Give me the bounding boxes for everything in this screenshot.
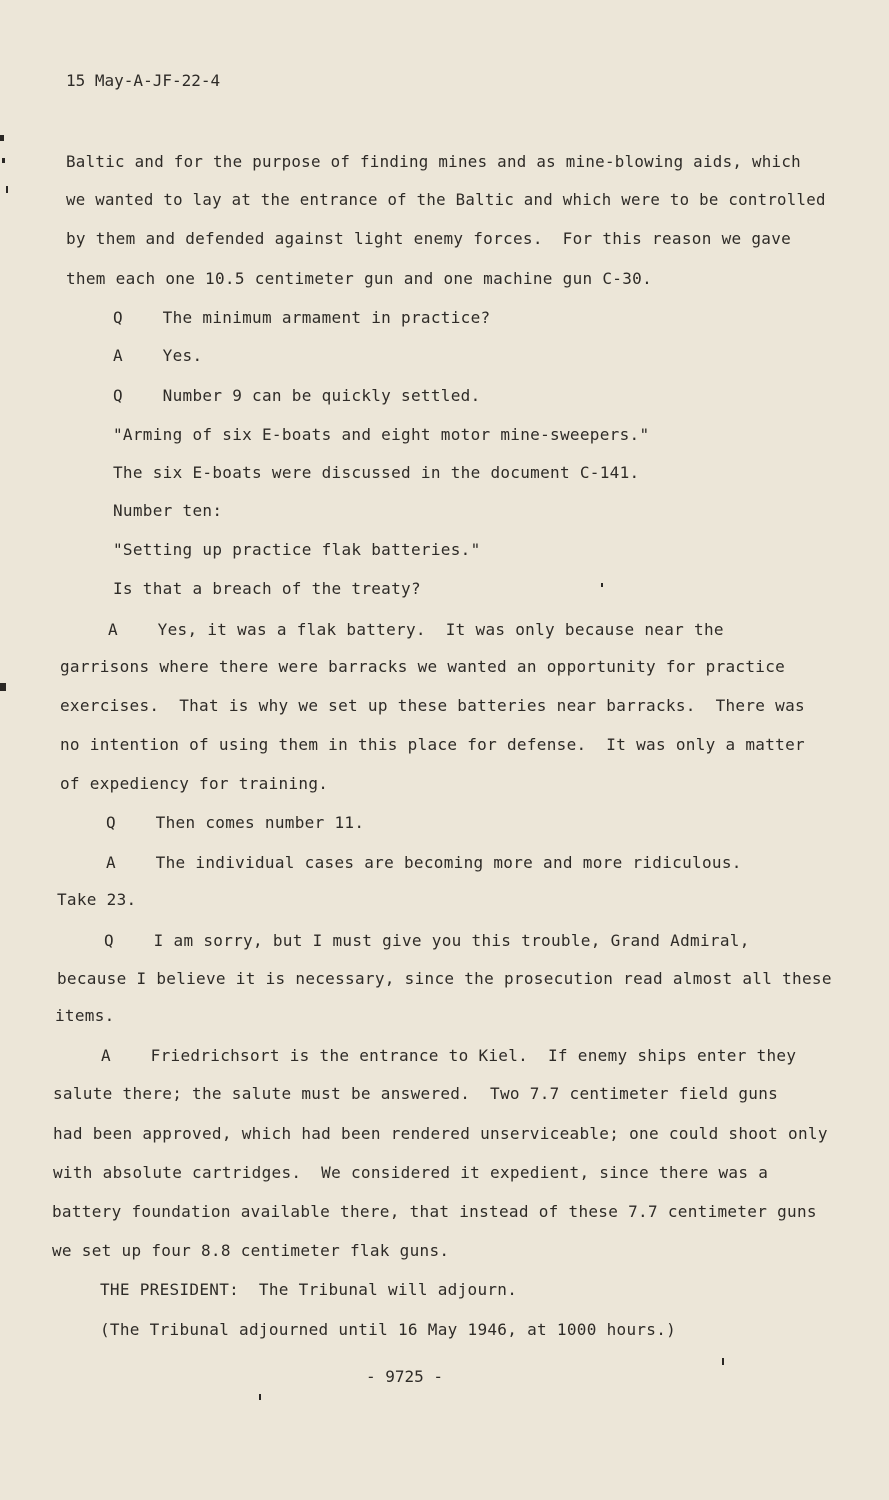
text-line: Q Number 9 can be quickly settled. — [113, 386, 481, 405]
text-line: items. — [55, 1006, 115, 1025]
text-line: by them and defended against light enemy forces. For this reason we gave — [66, 229, 792, 248]
text-line: because I believe it is necessary, since the prosecution read almost all these — [57, 969, 832, 988]
text-line: battery foundation available there, that instead of these 7.7 centimeter guns — [52, 1202, 817, 1221]
ink-speck — [601, 583, 603, 587]
ink-speck — [722, 1358, 724, 1365]
text-line: we set up four 8.8 centimeter flak guns. — [52, 1241, 450, 1260]
margin-mark — [6, 186, 8, 193]
text-line: "Arming of six E-boats and eight motor mine-sweepers." — [113, 425, 650, 444]
text-line: Q I am sorry, but I must give you this trouble, Grand Admiral, — [104, 931, 750, 950]
margin-mark — [0, 135, 4, 141]
text-line: with absolute cartridges. We considered it expedient, since there was a — [53, 1163, 769, 1182]
text-line: garrisons where there were barracks we wanted an opportunity for practice — [60, 657, 786, 676]
text-line: A Friedrichsort is the entrance to Kiel. If enemy ships enter they — [101, 1046, 797, 1065]
text-line: Q Then comes number 11. — [106, 813, 365, 832]
text-line: Q The minimum armament in practice? — [113, 308, 491, 327]
text-line: (The Tribunal adjourned until 16 May 1946, at 1000 hours.) — [100, 1320, 677, 1339]
text-line: THE PRESIDENT: The Tribunal will adjourn. — [100, 1280, 518, 1299]
margin-mark — [0, 683, 6, 691]
document-reference: 15 May-A-JF-22-4 — [66, 71, 221, 90]
text-line: Take 23. — [57, 890, 137, 909]
text-line: had been approved, which had been rendered unserviceable; one could shoot only — [53, 1124, 828, 1143]
text-line: salute there; the salute must be answered. Two 7.7 centimeter field guns — [53, 1084, 779, 1103]
text-line: The six E-boats were discussed in the document C-141. — [113, 463, 640, 482]
text-line: we wanted to lay at the entrance of the Baltic and which were to be controlled — [66, 190, 826, 209]
text-line: Baltic and for the purpose of finding mines and as mine-blowing aids, which — [66, 152, 801, 171]
text-line: exercises. That is why we set up these batteries near barracks. There was — [60, 696, 805, 715]
text-line: Is that a breach of the treaty? — [113, 579, 421, 598]
text-line: no intention of using them in this place for defense. It was only a matter — [60, 735, 805, 754]
text-line: A Yes. — [113, 346, 203, 365]
text-line: A Yes, it was a flak battery. It was only because near the — [108, 620, 724, 639]
page-number: - 9725 - — [366, 1367, 444, 1386]
text-line: them each one 10.5 centimeter gun and one machine gun C-30. — [66, 269, 653, 288]
text-line: Number ten: — [113, 501, 223, 520]
margin-mark — [2, 158, 5, 163]
text-line: A The individual cases are becoming more and more ridiculous. — [106, 853, 742, 872]
ink-speck — [259, 1394, 261, 1400]
text-line: "Setting up practice flak batteries." — [113, 540, 481, 559]
text-line: of expediency for training. — [60, 774, 329, 793]
